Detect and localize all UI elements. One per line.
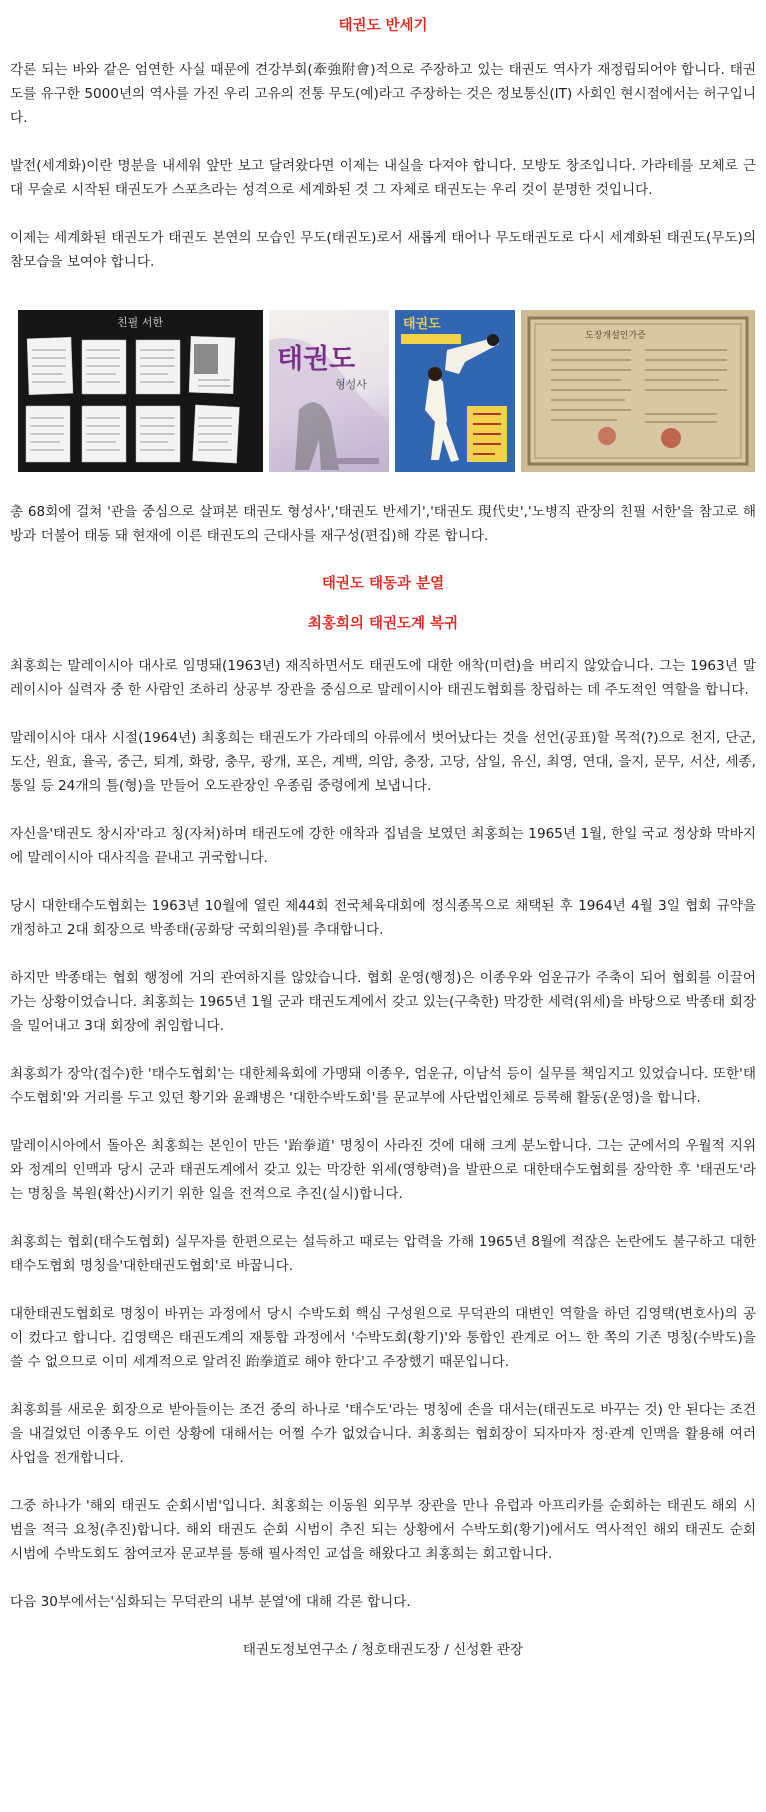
body-paragraph: 최홍희는 말레이시아 대사로 임명돼(1963년) 재직하면서도 태권도에 대한 애착(미련)을 버리지 않았습니다. 그는 1963년 말레이시아 실력자 중 한 사람인 조하리 상공부 장관을 중심으로 말레이시아 태권도협회를 창립하는 데 주도적인 역할을 합니다. [10,658,756,698]
intro-paragraph: 각론 되는 바와 같은 엄연한 사실 때문에 견강부회(牽強附會)적으로 주장하고 있는 태권도 역사가 재정립되어야 합니다. 태권도를 유구한 5000년의 역사를 가진 우리 고유의 전통 무도(예)라고 주장하는 것은 정보통신(IT) 사회인 현시점에서는 허구입니다. [10,62,756,126]
body-paragraph: 당시 대한태수도협회는 1963년 10월에 열린 제44회 전국체육대회에 정식종목으로 채택된 후 1964년 4월 3일 협회 규약을 개정하고 2대 회장으로 박종태(공화당 국회의원)를 추대합니다. [10,898,756,938]
subsection-title: 최홍희의 태권도계 복귀 [307,616,459,632]
poster-title: 태권도 [403,317,441,332]
certificate-title: 도장개설인가증 [585,331,646,341]
poster-photo [395,310,515,472]
photo-strip [18,310,756,472]
body-paragraph: 다음 30부에서는'심화되는 무덕관의 내부 분열'에 대해 각론 합니다. [10,1594,411,1610]
body-paragraph: 자신을'태권도 창시자'라고 칭(자처)하며 태권도에 강한 애착과 집념을 보였던 최홍희는 1965년 1월, 한일 국교 정상화 막바지에 말레이시아 대사직을 끝내고 귀국합니다. [10,826,756,866]
poster-image [395,310,515,472]
intro-paragraph: 이제는 세계화된 태권도가 태권도 본연의 모습인 무도(태권도)로서 새롭게 태어나 무도태권도로 다시 세계화된 태권도(무도)의 참모습을 보여야 합니다. [10,230,756,270]
letters-photo [18,310,263,472]
book-subtitle: 형성사 [335,378,367,391]
body-paragraph: 말레이시아 대사 시절(1964년) 최홍희는 태권도가 가라데의 아류에서 벗어났다는 것을 선언(공표)할 목적(?)으로 천지, 단군, 도산, 원효, 율곡, 중근, 퇴계, 화랑, 충무, 광개, 포은, 계백, 의암, 충장, 고당, 삼일, 유신, 최영, 연대, 을지, 문무, 서산, 세종, 통일 등 24개의 틀(형)을 만들어 오도관장인 우종림 중령에게 보냅니다. [10,730,756,794]
author-credit: 태권도정보연구소 / 청호태권도장 / 신성환 관장 [242,1642,524,1658]
section-title: 태권도 태동과 분열 [321,576,445,592]
body-paragraph: 대한태권도협회로 명칭이 바뀌는 과정에서 당시 수박도회 핵심 구성원으로 무덕관의 대변인 역할을 하던 김영택(변호사)의 공이 컸다고 합니다. 김영택은 태권도계의 재통합 과정에서 '수박도회(황기)'와 통합인 관계로 어느 한 쪽의 기존 명칭(수박도)을 쓸 수 없으므로 이미 세계적으로 알려진 跆拳道로 해야 한다'고 주장했기 때문입니다. [10,1306,756,1370]
letters-image [18,310,263,472]
body-paragraph: 최홍희가 장악(접수)한 '태수도협회'는 대한체육회에 가맹돼 이종우, 엄운규, 이남석 등이 실무를 책임지고 있었습니다. 또한'태수도협회'와 거리를 두고 있던 황기와 윤쾌병은 '대한수박도회'를 문교부에 사단법인체로 등록해 활동(운영)을 합니다. [10,1066,756,1106]
reference-paragraph: 총 68회에 걸쳐 '관을 중심으로 살펴본 태권도 형성사','태권도 반세기','태권도 現代史','노병직 관장의 친필 서한'을 참고로 해방과 더불어 태동 돼 현재에 이른 태권도의 근대사를 재구성(편집)해 각론 합니다. [10,504,756,544]
letters-caption: 친필 서한 [116,316,164,329]
body-paragraph: 최홍희는 협회(태수도협회) 실무자를 한편으로는 설득하고 때로는 압력을 가해 1965년 8월에 적잖은 논란에도 불구하고 대한태수도협회 명칭을'대한태권도협회'로 바꿉니다. [10,1234,756,1274]
body-paragraph: 그중 하나가 '해외 태권도 순회시범'입니다. 최홍희는 이동원 외무부 장관을 만나 유럽과 아프리카를 순회하는 태권도 해외 시범을 적극 요청(추진)합니다. 해외 태권도 순회 시범이 추진 되는 상황에서 수박도회(황기)에서도 역사적인 해외 태권도 순회 시범에 수박도회도 참여코자 문교부를 통해 필사적인 교섭을 해왔다고 최홍희는 회고합니다. [10,1498,756,1562]
book-cover-photo [269,310,389,472]
page-title: 태권도 반세기 [338,18,428,34]
body-paragraph: 최홍희를 새로운 회장으로 받아들이는 조건 중의 하나로 '태수도'라는 명칭에 손을 대서는(태권도로 바꾸는 것) 안 된다는 조건을 내걸었던 이종우도 이런 상황에 대해서는 어쩔 수가 없었습니다. 최홍희는 협회장이 되자마자 정·관계 인맥을 활용해 여러 사업을 전개합니다. [10,1402,756,1466]
certificate-photo [521,310,755,472]
intro-paragraph: 발전(세계화)이란 명분을 내세워 앞만 보고 달려왔다면 이제는 내실을 다져야 합니다. 모방도 창조입니다. 가라테를 모체로 근대 무술로 시작된 태권도가 스포츠라는 성격으로 세계화된 것 그 자체로 태권도는 우리 것이 분명한 것입니다. [10,158,756,198]
body-paragraph: 하지만 박종태는 협회 행정에 거의 관여하지를 않았습니다. 협회 운영(행정)은 이종우와 엄운규가 주축이 되어 협회를 이끌어 가는 상황이었습니다. 최홍희는 1965년 1월 군과 태권도계에서 갖고 있는(구축한) 막강한 세력(위세)을 바탕으로 박종태 회장을 밀어내고 3대 회장에 취임합니다. [10,970,756,1034]
book-title: 태권도 [277,344,356,375]
certificate-image [521,310,755,472]
body-paragraph: 말레이시아에서 돌아온 최홍희는 본인이 만든 '跆拳道' 명칭이 사라진 것에 대해 크게 분노합니다. 그는 군에서의 우월적 지위와 정계의 인맥과 당시 군과 태권도계에서 갖고 있는 막강한 위세(영향력)을 발판으로 대한태수도협회를 장악한 후 '태권도'라는 명칭을 복원(확산)시키기 위한 일을 전적으로 추진(실시)합니다. [10,1138,756,1202]
book-cover-image [269,310,389,472]
